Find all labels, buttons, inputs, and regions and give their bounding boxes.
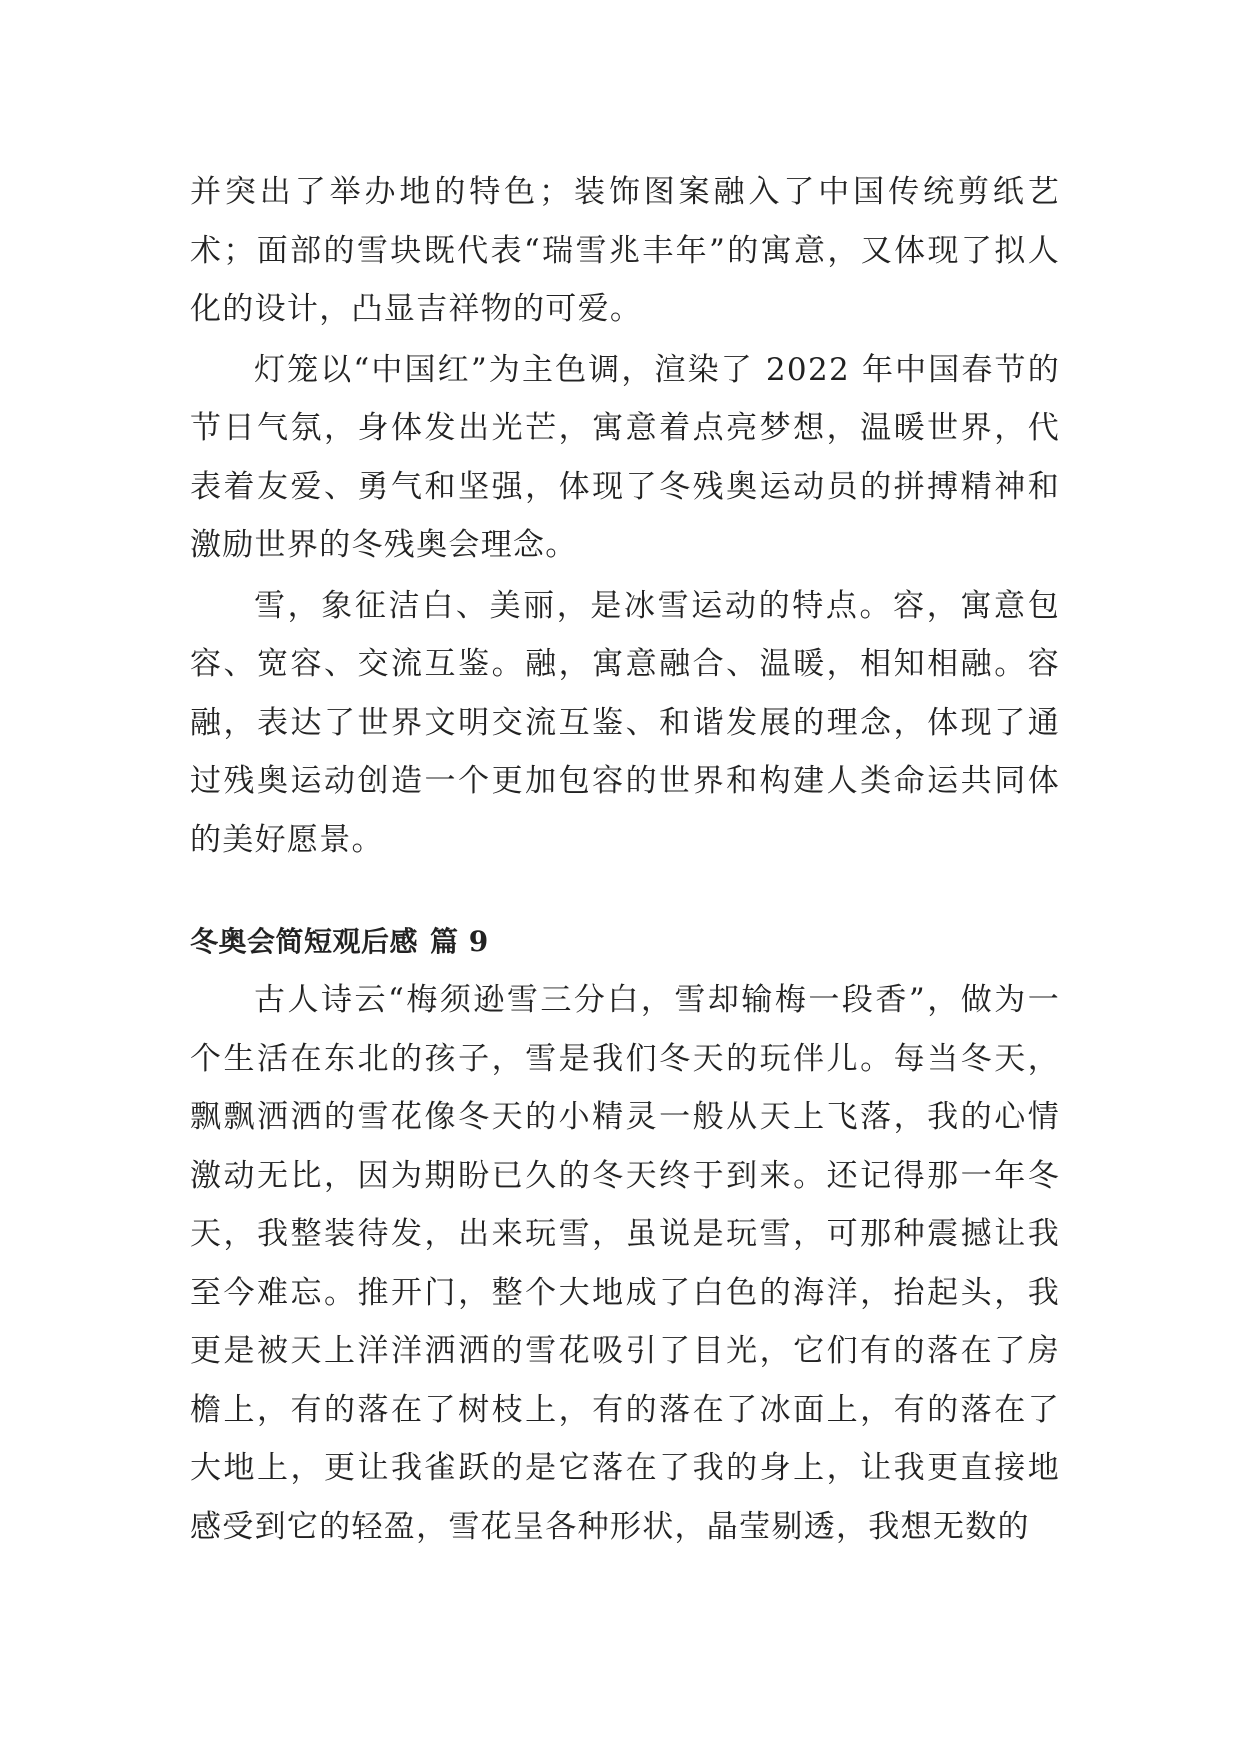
section-heading-title: 冬奥会简短观后感	[190, 925, 419, 958]
paragraph-snow-memory: 古人诗云“梅须逊雪三分白，雪却输梅一段香”，做为一个生活在东北的孩子，雪是我们冬天的玩伴儿。每当冬天，飘飘洒洒的雪花像冬天的小精灵一般从天上飞落，我的心情激动无比，因为期盼已久的冬天终于到来。还记得那一年冬天，我整装待发，出来玩雪，虽说是玩雪，可那种震撼让我至今难忘。推开门，整个大地成了白色的海洋，抬起头，我更是被天上洋洋洒洒的雪花吸引了目光，它们有的落在了房檐上，有的落在了树枝上，有的落在了冰面上，有的落在了大地上，更让我雀跃的是它落在了我的身上，让我更直接地感受到它的轻盈，雪花呈各种形状，晶莹剔透，我想无数的	[190, 982, 1060, 1545]
document-page	[190, 163, 1060, 1556]
section-heading-part: 篇 9	[430, 925, 489, 958]
paragraph-mascot-design: 并突出了举办地的特色；装饰图案融入了中国传统剪纸艺术；面部的雪块既代表“瑞雪兆丰年”的寓意，又体现了拟人化的设计，凸显吉祥物的可爱。	[190, 174, 1060, 327]
paragraph-name-meaning: 雪，象征洁白、美丽，是冰雪运动的特点。容，寓意包容、宽容、交流互鉴。融，寓意融合、温暖，相知相融。容融，表达了世界文明交流互鉴、和谐发展的理念，体现了通过残奥运动创造一个更加包容的世界和构建人类命运共同体的美好愿景。	[190, 587, 1060, 858]
paragraph-lantern: 灯笼以“中国红”为主色调，渲染了 2022 年中国春节的节日气氛，身体发出光芒，寓意着点亮梦想，温暖世界，代表着友爱、勇气和坚强，体现了冬残奥运动员的拼搏精神和激励世界的冬残奥会理念。	[190, 351, 1060, 563]
section-heading	[190, 913, 1060, 971]
